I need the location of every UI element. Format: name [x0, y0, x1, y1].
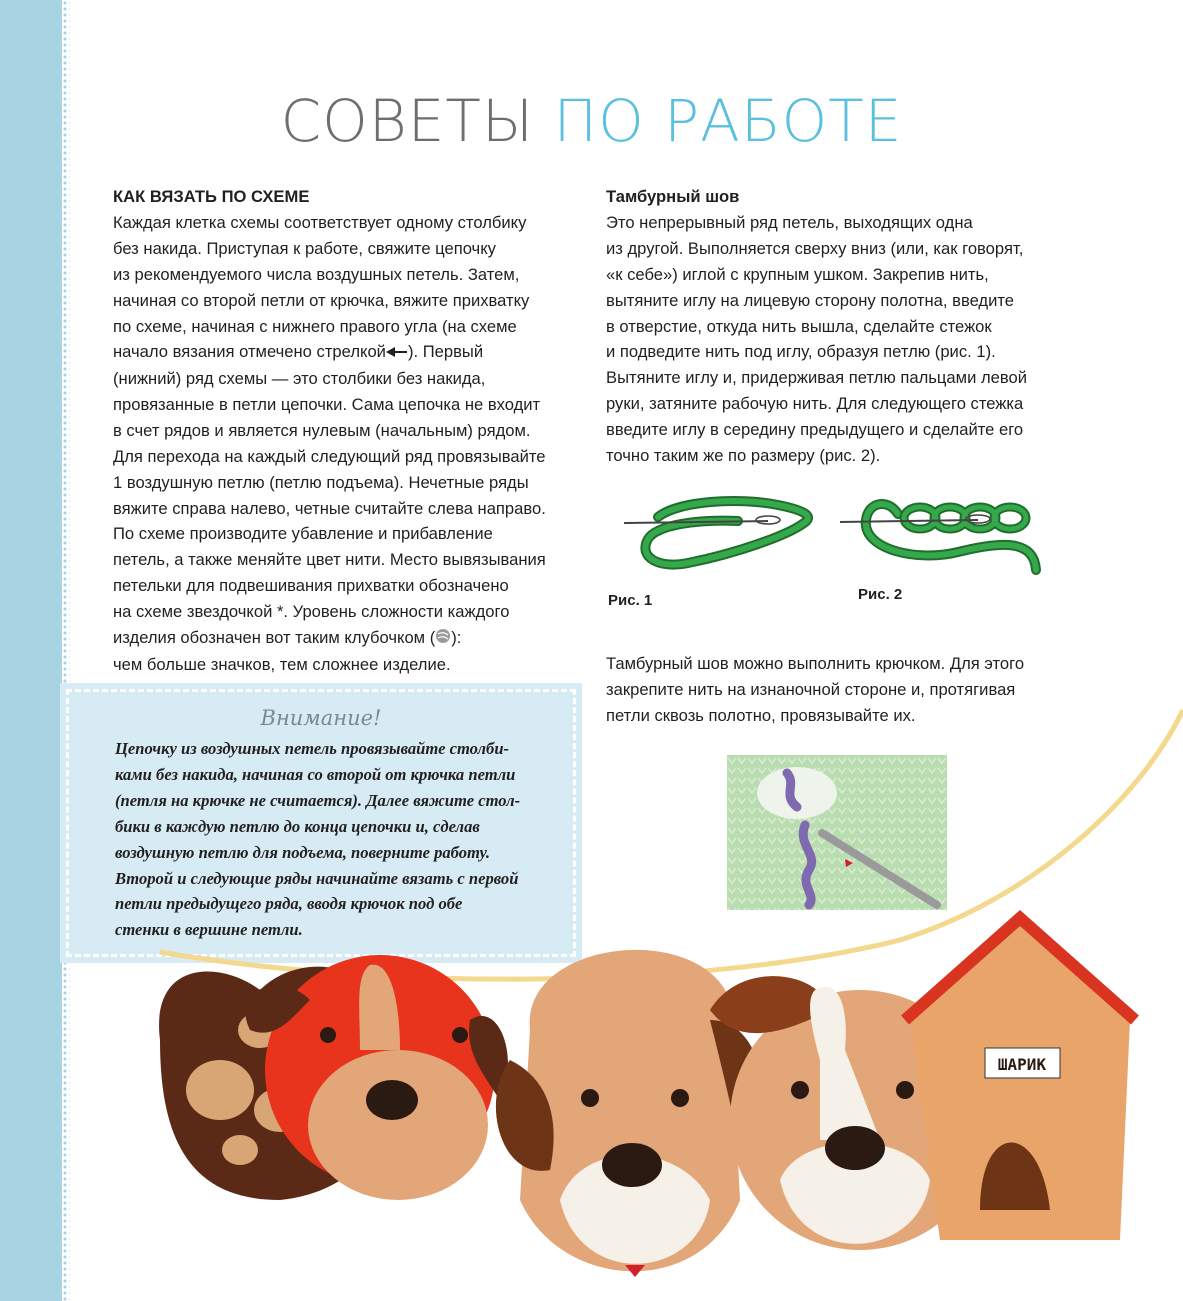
title-word-2: ПО РАБОТЕ	[553, 87, 903, 155]
text-line	[113, 339, 583, 366]
text-line-part: ). Первый	[407, 342, 484, 362]
text-line: петель, а также меняйте цвет нити. Место вывязывания	[113, 550, 546, 570]
right-heading: Тамбурный шов	[606, 187, 740, 206]
text-line: (петля на крючке не считается). Далее вяжите стол-	[115, 790, 521, 810]
text-line: (нижний) ряд схемы — это столбики без накида,	[113, 369, 486, 388]
right-column	[606, 184, 1076, 469]
yarn-ball-icon	[435, 626, 451, 652]
text-line: 1 воздушную петлю (петлю подъема). Нечетные ряды	[113, 472, 529, 492]
text-line: Тамбурный шов можно выполнить крючком. Для этого	[606, 654, 1025, 673]
text-line-part: ):	[451, 628, 462, 648]
left-column	[113, 184, 583, 678]
page-title	[0, 87, 1183, 155]
left-paragraph	[113, 210, 583, 678]
text-line: провязанные в петли цепочки. Сама цепочка не входит	[113, 394, 541, 414]
text-line-part: начало вязания отмечено стрелкой	[113, 342, 386, 362]
text-line: по схеме, начиная с нижнего правого угла (на схеме	[113, 316, 517, 336]
text-line: петли сквозь полотно, провязывайте их.	[606, 705, 916, 725]
text-line: По схеме производите убавление и прибавление	[113, 524, 493, 544]
text-line: на схеме звездочкой *. Уровень сложности каждого	[113, 602, 510, 622]
doghouse-potholder	[905, 918, 1135, 1240]
text-line: Для перехода на каждый следующий ряд провязывайте	[113, 446, 546, 466]
title-word-1: СОВЕТЫ	[280, 87, 535, 155]
text-line: Каждая клетка схемы соответствует одному столбику	[113, 212, 527, 232]
text-line: Это непрерывный ряд петель, выходящих одна	[606, 212, 973, 232]
side-dots-border	[62, 0, 70, 1301]
text-line-part: изделия обозначен вот таким клубочком (	[113, 628, 436, 648]
text-line: введите иглу в середину предыдущего и сделайте его	[606, 420, 1024, 440]
side-band	[0, 0, 62, 1301]
doghouse-sign: ШАРИК	[997, 1055, 1047, 1074]
text-line: воздушную петлю для подъема, поверните работу.	[115, 842, 491, 862]
fig-2-caption: Рис. 2	[858, 586, 903, 603]
text-line: ками без накида, начиная со второй от крючка петли	[115, 764, 516, 784]
text-line: бики в каждую петлю до конца цепочки и, сделав	[115, 816, 480, 836]
potholders-photo	[140, 880, 1183, 1301]
text-line: стенки в вершине петли.	[115, 920, 303, 940]
text-line: «к себе») иглой с крупным ушком. Закрепив нить,	[606, 264, 989, 284]
text-line: закрепите нить на изнаночной стороне и, протягивая	[606, 679, 1016, 699]
text-line: вяжите справа налево, четные считайте слева направо.	[113, 498, 546, 518]
text-line: начиная со второй петли от крючка, вяжите прихватку	[113, 290, 530, 310]
text-line: вытяните иглу на лицевую сторону полотна, введите	[606, 290, 1015, 310]
text-line: без накида. Приступая к работе, свяжите цепочку	[113, 238, 496, 258]
chain-stitch-figure-1	[618, 495, 818, 575]
text-line	[113, 625, 583, 652]
text-line: Цепочку из воздушных петель провязывайте столби-	[115, 739, 510, 758]
text-line: Второй и следующие ряды начинайте вязать с первой	[115, 868, 519, 888]
text-line: и подведите нить под иглу, образуя петлю (рис. 1).	[606, 342, 996, 362]
text-line: петельки для подвешивания прихватки обозначено	[113, 576, 509, 596]
chain-stitch-figure-2	[838, 490, 1058, 575]
arrow-left-icon	[386, 340, 408, 366]
text-line: чем больше значков, тем сложнее изделие.	[113, 654, 451, 674]
text-line: из рекомендуемого числа воздушных петель. Затем,	[113, 264, 520, 284]
text-line: петли предыдущего ряда, вводя крючок под обе	[115, 894, 463, 914]
text-line: точно таким же по размеру (рис. 2).	[606, 446, 881, 466]
note-title: Внимание!	[260, 706, 382, 730]
text-line: в отверстие, откуда нить вышла, сделайте стежок	[606, 316, 992, 336]
text-line: Вытяните иглу и, придерживая петлю пальцами левой	[606, 368, 1027, 388]
left-heading: КАК ВЯЗАТЬ ПО СХЕМЕ	[113, 187, 310, 206]
text-line: руки, затяните рабочую нить. Для следующего стежка	[606, 394, 1024, 414]
fig-1-caption: Рис. 1	[608, 592, 653, 609]
text-line: в счет рядов и является нулевым (начальным) рядом.	[113, 420, 531, 440]
text-line: из другой. Выполняется сверху вниз (или, как говорят,	[606, 238, 1024, 258]
